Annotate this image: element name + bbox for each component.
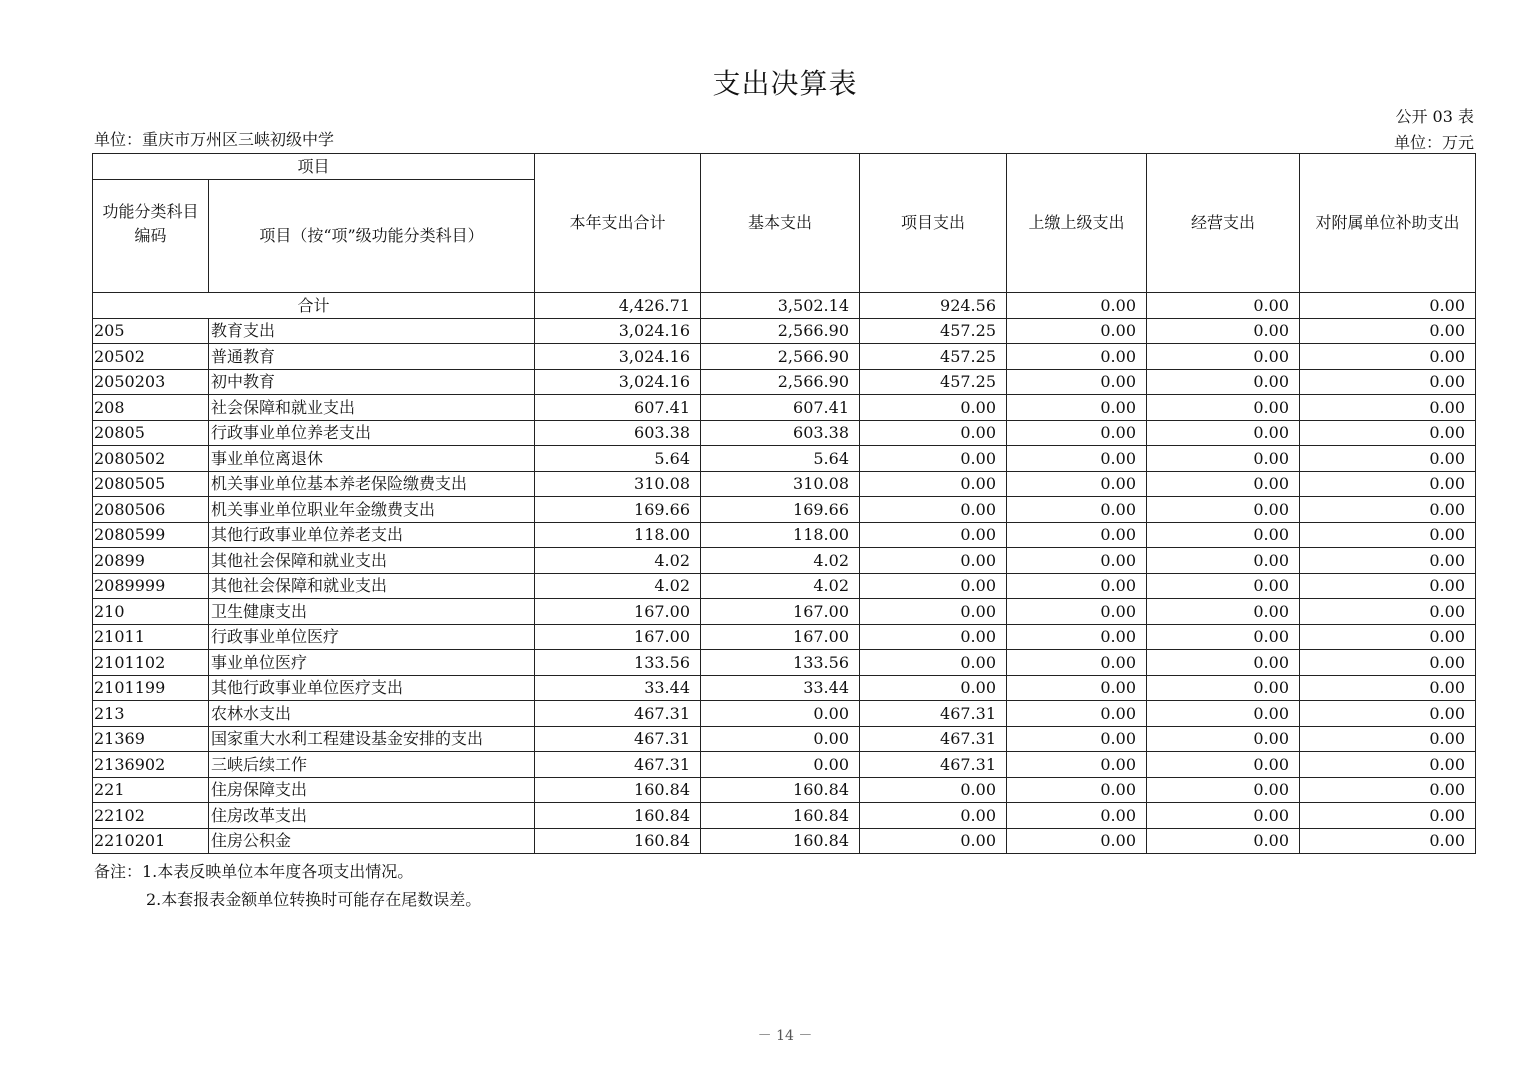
row-basic: 0.00 bbox=[701, 752, 860, 778]
row-project: 0.00 bbox=[860, 573, 1007, 599]
row-code: 2101199 bbox=[93, 675, 209, 701]
row-project: 457.25 bbox=[860, 369, 1007, 395]
row-name: 其他行政事业单位养老支出 bbox=[209, 522, 535, 548]
table-row bbox=[93, 497, 1476, 523]
total-row bbox=[93, 293, 1476, 319]
row-subsidy: 0.00 bbox=[1300, 599, 1476, 625]
table-row bbox=[93, 701, 1476, 727]
row-code: 205 bbox=[93, 318, 209, 344]
total-cell-upper: 0.00 bbox=[1007, 293, 1147, 319]
row-subsidy: 0.00 bbox=[1300, 369, 1476, 395]
row-name: 三峡后续工作 bbox=[209, 752, 535, 778]
row-project: 0.00 bbox=[860, 650, 1007, 676]
row-code: 210 bbox=[93, 599, 209, 625]
row-upper: 0.00 bbox=[1007, 395, 1147, 421]
row-project: 467.31 bbox=[860, 726, 1007, 752]
row-total: 160.84 bbox=[535, 803, 701, 829]
row-business: 0.00 bbox=[1147, 318, 1300, 344]
row-subsidy: 0.00 bbox=[1300, 395, 1476, 421]
row-code: 2050203 bbox=[93, 369, 209, 395]
row-total: 33.44 bbox=[535, 675, 701, 701]
header-total: 本年支出合计 bbox=[535, 154, 701, 293]
row-code: 2080502 bbox=[93, 446, 209, 472]
row-subsidy: 0.00 bbox=[1300, 675, 1476, 701]
page-title: 支出决算表 bbox=[712, 67, 858, 100]
page-number: － 14 － bbox=[757, 1028, 813, 1044]
row-upper: 0.00 bbox=[1007, 369, 1147, 395]
row-total: 310.08 bbox=[535, 471, 701, 497]
total-cell-subsidy: 0.00 bbox=[1300, 293, 1476, 319]
notes bbox=[94, 858, 481, 914]
table-row bbox=[93, 548, 1476, 574]
table-row bbox=[93, 471, 1476, 497]
row-basic: 2,566.90 bbox=[701, 344, 860, 370]
row-business: 0.00 bbox=[1147, 369, 1300, 395]
row-total: 5.64 bbox=[535, 446, 701, 472]
row-basic: 133.56 bbox=[701, 650, 860, 676]
header-code-line2: 编码 bbox=[134, 226, 167, 245]
row-total: 4.02 bbox=[535, 548, 701, 574]
row-total: 169.66 bbox=[535, 497, 701, 523]
row-name: 机关事业单位基本养老保险缴费支出 bbox=[209, 471, 535, 497]
row-business: 0.00 bbox=[1147, 828, 1300, 854]
row-business: 0.00 bbox=[1147, 701, 1300, 727]
row-basic: 607.41 bbox=[701, 395, 860, 421]
table-row bbox=[93, 803, 1476, 829]
row-subsidy: 0.00 bbox=[1300, 446, 1476, 472]
row-upper: 0.00 bbox=[1007, 828, 1147, 854]
row-project: 0.00 bbox=[860, 522, 1007, 548]
total-cell-project: 924.56 bbox=[860, 293, 1007, 319]
form-number: 公开 03 表 bbox=[1395, 107, 1474, 126]
row-project: 457.25 bbox=[860, 344, 1007, 370]
row-code: 221 bbox=[93, 777, 209, 803]
row-upper: 0.00 bbox=[1007, 446, 1147, 472]
row-basic: 160.84 bbox=[701, 803, 860, 829]
row-upper: 0.00 bbox=[1007, 318, 1147, 344]
header-subsidy: 对附属单位补助支出 bbox=[1300, 154, 1476, 293]
row-basic: 0.00 bbox=[701, 726, 860, 752]
row-business: 0.00 bbox=[1147, 446, 1300, 472]
row-subsidy: 0.00 bbox=[1300, 650, 1476, 676]
table-row bbox=[93, 395, 1476, 421]
row-total: 3,024.16 bbox=[535, 369, 701, 395]
row-upper: 0.00 bbox=[1007, 599, 1147, 625]
row-upper: 0.00 bbox=[1007, 675, 1147, 701]
row-subsidy: 0.00 bbox=[1300, 726, 1476, 752]
row-project: 0.00 bbox=[860, 548, 1007, 574]
row-basic: 4.02 bbox=[701, 573, 860, 599]
row-project: 0.00 bbox=[860, 599, 1007, 625]
row-total: 118.00 bbox=[535, 522, 701, 548]
row-business: 0.00 bbox=[1147, 675, 1300, 701]
row-upper: 0.00 bbox=[1007, 420, 1147, 446]
row-project: 0.00 bbox=[860, 828, 1007, 854]
row-name: 行政事业单位养老支出 bbox=[209, 420, 535, 446]
row-project: 0.00 bbox=[860, 675, 1007, 701]
row-business: 0.00 bbox=[1147, 777, 1300, 803]
row-business: 0.00 bbox=[1147, 752, 1300, 778]
row-code: 208 bbox=[93, 395, 209, 421]
total-cell-total: 4,426.71 bbox=[535, 293, 701, 319]
row-code: 2101102 bbox=[93, 650, 209, 676]
table-row bbox=[93, 752, 1476, 778]
header-project-expenditure: 项目支出 bbox=[860, 154, 1007, 293]
row-code: 2080506 bbox=[93, 497, 209, 523]
row-name: 住房改革支出 bbox=[209, 803, 535, 829]
row-project: 457.25 bbox=[860, 318, 1007, 344]
table-row bbox=[93, 369, 1476, 395]
note-line-2: 2.本套报表金额单位转换时可能存在尾数误差。 bbox=[146, 890, 482, 909]
header-item-name bbox=[209, 180, 535, 293]
table-row bbox=[93, 675, 1476, 701]
row-total: 167.00 bbox=[535, 624, 701, 650]
table-row bbox=[93, 318, 1476, 344]
header-upper-payment: 上缴上级支出 bbox=[1007, 154, 1147, 293]
total-label: 合计 bbox=[93, 293, 535, 319]
row-upper: 0.00 bbox=[1007, 803, 1147, 829]
row-name: 其他社会保障和就业支出 bbox=[209, 573, 535, 599]
row-business: 0.00 bbox=[1147, 726, 1300, 752]
row-subsidy: 0.00 bbox=[1300, 548, 1476, 574]
header-business: 经营支出 bbox=[1147, 154, 1300, 293]
row-code: 20899 bbox=[93, 548, 209, 574]
row-code: 2080599 bbox=[93, 522, 209, 548]
row-name: 住房公积金 bbox=[209, 828, 535, 854]
row-name: 国家重大水利工程建设基金安排的支出 bbox=[209, 726, 535, 752]
row-subsidy: 0.00 bbox=[1300, 497, 1476, 523]
row-total: 603.38 bbox=[535, 420, 701, 446]
row-project: 467.31 bbox=[860, 701, 1007, 727]
row-total: 4.02 bbox=[535, 573, 701, 599]
row-name: 事业单位离退休 bbox=[209, 446, 535, 472]
row-business: 0.00 bbox=[1147, 522, 1300, 548]
row-project: 467.31 bbox=[860, 752, 1007, 778]
total-cell-business: 0.00 bbox=[1147, 293, 1300, 319]
row-basic: 0.00 bbox=[701, 701, 860, 727]
row-code: 2080505 bbox=[93, 471, 209, 497]
row-code: 2136902 bbox=[93, 752, 209, 778]
row-name: 行政事业单位医疗 bbox=[209, 624, 535, 650]
row-project: 0.00 bbox=[860, 624, 1007, 650]
row-total: 467.31 bbox=[535, 726, 701, 752]
row-total: 467.31 bbox=[535, 752, 701, 778]
row-project: 0.00 bbox=[860, 420, 1007, 446]
header-project: 项目 bbox=[93, 154, 535, 180]
row-name: 其他行政事业单位医疗支出 bbox=[209, 675, 535, 701]
row-project: 0.00 bbox=[860, 803, 1007, 829]
row-total: 3,024.16 bbox=[535, 318, 701, 344]
row-name: 事业单位医疗 bbox=[209, 650, 535, 676]
row-business: 0.00 bbox=[1147, 573, 1300, 599]
row-basic: 2,566.90 bbox=[701, 369, 860, 395]
unit-currency: 单位：万元 bbox=[1393, 133, 1474, 152]
table-row bbox=[93, 726, 1476, 752]
row-upper: 0.00 bbox=[1007, 777, 1147, 803]
row-business: 0.00 bbox=[1147, 803, 1300, 829]
row-name: 其他社会保障和就业支出 bbox=[209, 548, 535, 574]
row-project: 0.00 bbox=[860, 446, 1007, 472]
row-basic: 160.84 bbox=[701, 777, 860, 803]
row-basic: 4.02 bbox=[701, 548, 860, 574]
row-business: 0.00 bbox=[1147, 599, 1300, 625]
row-name: 卫生健康支出 bbox=[209, 599, 535, 625]
row-subsidy: 0.00 bbox=[1300, 471, 1476, 497]
row-total: 607.41 bbox=[535, 395, 701, 421]
row-business: 0.00 bbox=[1147, 624, 1300, 650]
row-name: 机关事业单位职业年金缴费支出 bbox=[209, 497, 535, 523]
table-row bbox=[93, 828, 1476, 854]
note-line-1: 备注：1.本表反映单位本年度各项支出情况。 bbox=[94, 862, 414, 881]
table-row bbox=[93, 599, 1476, 625]
row-upper: 0.00 bbox=[1007, 624, 1147, 650]
row-code: 2210201 bbox=[93, 828, 209, 854]
row-subsidy: 0.00 bbox=[1300, 803, 1476, 829]
row-upper: 0.00 bbox=[1007, 497, 1147, 523]
row-basic: 5.64 bbox=[701, 446, 860, 472]
row-basic: 169.66 bbox=[701, 497, 860, 523]
row-total: 467.31 bbox=[535, 701, 701, 727]
row-upper: 0.00 bbox=[1007, 573, 1147, 599]
header-code-line1: 功能分类科目 bbox=[102, 202, 199, 221]
row-subsidy: 0.00 bbox=[1300, 828, 1476, 854]
row-project: 0.00 bbox=[860, 395, 1007, 421]
row-name: 普通教育 bbox=[209, 344, 535, 370]
row-project: 0.00 bbox=[860, 471, 1007, 497]
row-subsidy: 0.00 bbox=[1300, 701, 1476, 727]
table-row bbox=[93, 573, 1476, 599]
header-basic: 基本支出 bbox=[701, 154, 860, 293]
row-basic: 118.00 bbox=[701, 522, 860, 548]
table-row bbox=[93, 624, 1476, 650]
row-total: 3,024.16 bbox=[535, 344, 701, 370]
row-code: 20502 bbox=[93, 344, 209, 370]
row-basic: 603.38 bbox=[701, 420, 860, 446]
row-basic: 160.84 bbox=[701, 828, 860, 854]
header-item-name-label: 项目（按“项”级功能分类科目） bbox=[259, 226, 484, 245]
header-code bbox=[93, 180, 209, 293]
row-code: 22102 bbox=[93, 803, 209, 829]
row-upper: 0.00 bbox=[1007, 752, 1147, 778]
row-business: 0.00 bbox=[1147, 471, 1300, 497]
row-subsidy: 0.00 bbox=[1300, 777, 1476, 803]
row-project: 0.00 bbox=[860, 777, 1007, 803]
row-business: 0.00 bbox=[1147, 395, 1300, 421]
row-basic: 2,566.90 bbox=[701, 318, 860, 344]
row-name: 农林水支出 bbox=[209, 701, 535, 727]
total-cell-basic: 3,502.14 bbox=[701, 293, 860, 319]
row-name: 教育支出 bbox=[209, 318, 535, 344]
row-code: 2089999 bbox=[93, 573, 209, 599]
row-code: 213 bbox=[93, 701, 209, 727]
row-subsidy: 0.00 bbox=[1300, 318, 1476, 344]
row-business: 0.00 bbox=[1147, 548, 1300, 574]
row-upper: 0.00 bbox=[1007, 650, 1147, 676]
table-row bbox=[93, 650, 1476, 676]
row-name: 初中教育 bbox=[209, 369, 535, 395]
row-basic: 167.00 bbox=[701, 624, 860, 650]
row-basic: 33.44 bbox=[701, 675, 860, 701]
unit-organization: 单位：重庆市万州区三峡初级中学 bbox=[94, 130, 335, 149]
row-upper: 0.00 bbox=[1007, 522, 1147, 548]
row-project: 0.00 bbox=[860, 497, 1007, 523]
row-code: 21369 bbox=[93, 726, 209, 752]
expenditure-table bbox=[92, 153, 1476, 854]
table-row bbox=[93, 344, 1476, 370]
row-subsidy: 0.00 bbox=[1300, 624, 1476, 650]
row-upper: 0.00 bbox=[1007, 701, 1147, 727]
table-row bbox=[93, 446, 1476, 472]
row-total: 160.84 bbox=[535, 828, 701, 854]
row-name: 住房保障支出 bbox=[209, 777, 535, 803]
row-code: 20805 bbox=[93, 420, 209, 446]
table-row bbox=[93, 777, 1476, 803]
row-total: 160.84 bbox=[535, 777, 701, 803]
row-business: 0.00 bbox=[1147, 420, 1300, 446]
row-upper: 0.00 bbox=[1007, 344, 1147, 370]
row-subsidy: 0.00 bbox=[1300, 344, 1476, 370]
row-upper: 0.00 bbox=[1007, 548, 1147, 574]
row-basic: 310.08 bbox=[701, 471, 860, 497]
row-subsidy: 0.00 bbox=[1300, 573, 1476, 599]
row-name: 社会保障和就业支出 bbox=[209, 395, 535, 421]
row-upper: 0.00 bbox=[1007, 471, 1147, 497]
row-total: 133.56 bbox=[535, 650, 701, 676]
row-subsidy: 0.00 bbox=[1300, 420, 1476, 446]
row-business: 0.00 bbox=[1147, 344, 1300, 370]
row-code: 21011 bbox=[93, 624, 209, 650]
table-row bbox=[93, 522, 1476, 548]
row-business: 0.00 bbox=[1147, 497, 1300, 523]
row-total: 167.00 bbox=[535, 599, 701, 625]
row-subsidy: 0.00 bbox=[1300, 522, 1476, 548]
row-upper: 0.00 bbox=[1007, 726, 1147, 752]
row-subsidy: 0.00 bbox=[1300, 752, 1476, 778]
row-business: 0.00 bbox=[1147, 650, 1300, 676]
table-row bbox=[93, 420, 1476, 446]
row-basic: 167.00 bbox=[701, 599, 860, 625]
